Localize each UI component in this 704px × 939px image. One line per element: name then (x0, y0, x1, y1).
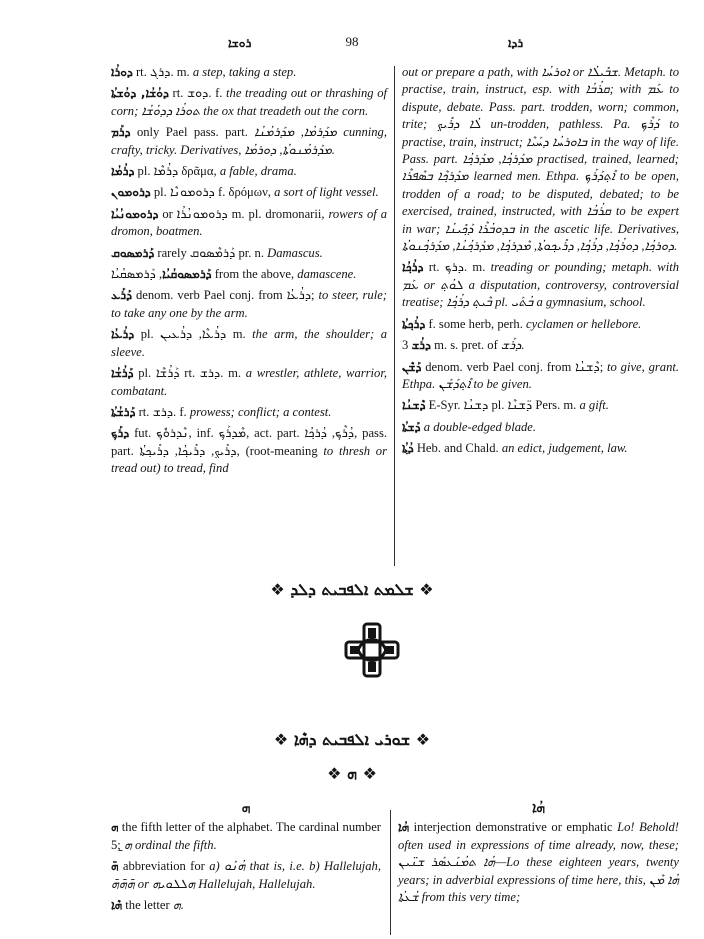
dictionary-entry (111, 404, 387, 421)
dictionary-entry (111, 64, 387, 81)
entry-gloss: to steer, rule; to take any one by the arm. (111, 288, 387, 320)
entry-gloss: cyclamen or hellebore. (526, 316, 642, 331)
entry-grammar: the letter (122, 898, 173, 913)
entry-headword: ܗ̄ (111, 859, 119, 874)
entry-grammar: pl. ܕܪܳܥܶܐ, ܕܪܳܥܝܢ m. (134, 327, 253, 342)
dictionary-entry (402, 316, 679, 333)
entry-headword: ܕܪܳܡܳܐ (111, 164, 135, 179)
dictionary-entry (111, 266, 387, 283)
entry-headword: ܗܶܐ (111, 898, 123, 913)
entry-grammar: abbreviation for (118, 859, 210, 874)
entry-gloss: ܗ̱ ordinal the fifth. (123, 837, 217, 852)
left-column (111, 64, 387, 482)
dictionary-entry (111, 287, 387, 322)
entry-gloss: an edict, judgement, law. (501, 441, 628, 456)
entry-grammar: denom. verb Pael conj. from ܕܶܫܢܳܐ; (421, 359, 608, 374)
bottom-column-rule (390, 810, 391, 935)
entry-grammar: fut. ܢܶܕܪܘܽܟ݂, inf. ܡܶܕܪܰܟ݂, act. part. ܕܳܪܶܟ݂, ܕܳܪܟ݂ܳܐ, pass. part. ܕܪܺܝܟ݂, ܕܪܺܝܟ݂ܳܐ, ܕܪܺܝܟ݂ܬܳܐ, (root-meaning (111, 426, 388, 458)
entry-headword: ܕܰܪܡܣܘܩܳܝܳܐ (162, 267, 212, 282)
entry-gloss: damascene. (297, 267, 357, 282)
entry-gloss: ܗ. (172, 898, 184, 913)
entry-headword: ܕܰܪܡܣܘܩ (111, 245, 155, 260)
dictionary-entry (111, 858, 381, 893)
dictionary-entry (402, 337, 679, 354)
entry-grammar: rt. ܕܘܫ. f. (168, 86, 227, 101)
dictionary-entry (111, 897, 381, 914)
entry-gloss: a step, taking a step. (192, 65, 297, 79)
page-number: 98 (345, 34, 359, 49)
entry-gloss: a) ܗܳܢܰܘ that is, i.e. b) Hallelujah, ܗ̄ܗ̄ܗ̄ or ܗܠܠܘܝܗ Hallelujah, Hallelujah. (111, 859, 382, 891)
entry-headword: ܕܰܪܰܥ (111, 288, 133, 303)
entry-headword: ܗܳܐ (398, 820, 410, 835)
entry-gloss: Lo! Behold! often used in expressions of time already, now, these; ܗܳܐ ܬܡܳܢܰܥܣܰܪ ܫܢ̈ܝܢ—Lo these eighteen years, twenty years; in adverbial expressions of time here, this, ܗܳܐ ܡܶܢ ܫܳܥܬܳܐ from this very time; (398, 820, 679, 905)
entry-gloss: rowers of a dromon, boatmen. (111, 206, 388, 239)
dictionary-entry (398, 819, 679, 906)
entry-grammar: pl. ܕܪܘܡܘܢܶܐ f. δρόμων, (150, 185, 275, 200)
entry-headword: ܕܳܬ݂ܳܐ (402, 441, 414, 456)
entry-grammar: denom. verb Pael conj. from ܕܪܳܥܳܐ; (132, 288, 319, 303)
entry-headword: ܕܰܪܳܫܳܐ (111, 366, 134, 381)
entry-gloss: the treading out or thrashing of corn; ܬܘܪܳܐ ܕܕܘܳܫܳܐ the ox that treadeth out the corn. (111, 86, 387, 118)
entry-headword: ܕܰܫܬܳܐ (402, 419, 421, 434)
dictionary-entry (111, 85, 387, 120)
entry-grammar: , ܕܰܪܡܣܩܳܝܳܐ from the above, (111, 267, 298, 282)
dictionary-entry (111, 365, 387, 400)
entry-gloss: a gift. (579, 398, 609, 413)
entry-grammar: pl. ܕܪܳܡܶܐ δρᾶμα, (134, 164, 220, 179)
dictionary-entry (111, 184, 387, 201)
section-title: ❖ ܫܘܪܝ ܐܠܦܒܝܬ ܕܗܶܐ ❖ (273, 730, 431, 749)
dictionary-entry (402, 397, 679, 414)
knot-ornament-icon (344, 622, 400, 678)
dictionary-entry (402, 419, 679, 436)
entry-grammar: rt. ܕܪܓ. m. (132, 65, 193, 79)
letter-heading: ❖ ܗ ❖ (327, 764, 377, 783)
entry-headword: ܕܪܳܟ݂ܳܐ (402, 260, 424, 275)
entry-grammar: the fifth letter of the alphabet. The cardinal number 5; (111, 820, 381, 852)
dictionary-entry (111, 163, 387, 180)
entry-grammar: pl. ܕܰܪܳܫܶܐ rt. ܕܪܫ. m. (133, 366, 246, 381)
entry-headword: ܕܪܳܟ݂ܬܳܐ (402, 316, 426, 331)
entry-grammar: only Pael pass. part. (130, 125, 255, 140)
entry-headword: ܕܪܰܡ (111, 125, 131, 140)
entry-gloss: a double-edged blade. (423, 419, 537, 434)
bottom-right-column (398, 800, 679, 910)
page-header (0, 34, 704, 54)
entry-gloss: ܡܕܰܪܡܳܐ, ܡܕܰܪܡܳܢܳܐ cunning, crafty, tricky. Derivatives, ܡܕܰܪܡܳܢܘܬܳܐ, ܕܘܪܡܳܐ. (111, 125, 387, 157)
entry-grammar: rt. ܕܪܟ݂. m. (423, 260, 491, 275)
entry-headword: ܕܰܫܶܢ (402, 359, 422, 374)
entry-grammar: Heb. and Chald. (413, 441, 502, 456)
entry-grammar: rarely ܕܰܪܡܶܣܘܩ pr. n. (154, 245, 268, 260)
entry-headword: ܕܰܪܫܳܬܳܐ (111, 404, 136, 419)
column-rule (394, 66, 395, 566)
header-right-title: ܪܕܐ (508, 36, 524, 50)
entry-headword: ܕܘܪܳܐ (111, 65, 133, 79)
entry-gloss: to give, grant. Ethpa. ܐܶܬ݂ܕܰܫܰܢ to be given. (402, 359, 680, 391)
entry-headword: ܕܪܳܥܳܐ (111, 327, 135, 342)
entry-headword: ܗ (111, 820, 119, 835)
entry-grammar: f. some herb, perh. (425, 316, 527, 331)
entry-gloss: a fable, drama. (219, 164, 297, 179)
entry-grammar: rt. ܕܪܫ. f. (135, 404, 190, 419)
entry-headword: ܕܪܘܡܘܢ (111, 185, 151, 200)
entry-gloss: treading or pounding; metaph. with ܥܰܡ or ܠܘܳܬ݂ a disputation, controversy, controversial treatise; ܒܶܝܬ݂ ܕܪܳܟ݂ܳܐ pl. ܒܳܬܰܝ a gymnasium, school. (402, 260, 680, 310)
dictionary-entry (111, 425, 387, 477)
divider-heading: ❖ ܫܠܡܬ ܐܠܦܒܝܬ ܕܠܕ ❖ (270, 580, 434, 599)
entry-headword: ܕܶܫܢܳܐ (402, 398, 426, 413)
entry-headword: ܕܪܳܫ (411, 338, 431, 353)
entry-gloss: Damascus. (267, 245, 323, 260)
entry-gloss: a wrestler, athlete, warrior, combatant. (111, 366, 388, 398)
dictionary-entry (111, 326, 387, 361)
dictionary-entry (402, 64, 679, 255)
entry-grammar: 3 m. s. pret. of (402, 338, 501, 353)
right-column (402, 64, 679, 462)
dictionary-entry (111, 819, 381, 854)
entry-headword: ܕܪܰܟ݂ (111, 426, 130, 441)
entry-grammar: E-Syr. ܕܫܢܳܐ pl. ܕ̈ܫܢܶܐ Pers. m. (425, 398, 580, 413)
entry-gloss: ܕܪܰܫ. (500, 338, 525, 353)
dictionary-entry (402, 440, 679, 457)
bottom-left-column (111, 800, 381, 918)
entry-headword: ܕܘܳܫܳܐ, ܕܘܳܫܬܳܐ (111, 86, 169, 101)
bottom-right-subhead: ܗܳܐ (532, 800, 545, 816)
dictionary-entry (402, 259, 679, 311)
entry-gloss: out or prepare a path, with ܐܘܪܚܳܐ or ܫܒܺܝܠܳܐ. Metaph. to practise, train, instruct, esp. with ܩܪܳܒܳܐ; with ܥܰܡ to dispute, debate. Pass. part. trodden, worn; common, trite; ܠܳܐ ܕܪܺܝܟ݂ un-trodden, pathless. Pa. ܕܰܪܶܟ݂ to practise, train, instruct; ܒܐܘܪܚܳܐ ܕܚܰܝܶܐ in the way of life. Pass. part. ܡܕܰܪܟ݂ܳܐ, ܡܕܰܪܟ݂ܳܐ practised, trained, learned; ܡܕܰܪܟ݂ܶܐ ܒܣܶܦܪܶܐ learned men. Ethpa. ܐܶܬ݂ܕܰܪܰܟ݂ to be open, trodden of a road; to be disputed, debated; to be exercised, trained, instructed, with ܩܪܳܒܳܐ to be expert in war; ܒܕܘܒܳܪܶܐ ܕܰܟ݂ܺܝܢܳܐ in the ascetic life. Derivatives, ܕܘܪܟ݂ܳܐ, ܕܘܪܳܟ݂ܳܐ, ܕܪܳܟ݂ܳܐ, ܕܪܺܝܟ݂ܘܬܳܐ, ܡܶܕܪܟ݂ܳܐ, ܡܕܰܪܟ݂ܳܢܳܐ, ܡܕܰܪܟ݂ܳܢܘܬܳܐ. (402, 65, 680, 254)
dictionary-entry (111, 124, 387, 159)
entry-gloss: a sort of light vessel. (274, 185, 379, 200)
dictionary-entry (111, 245, 387, 262)
entry-headword: ܕܪܘܡܘܢܳܝܳܐ (111, 206, 159, 221)
entry-grammar: interjection demonstrative or emphatic (409, 820, 618, 835)
dictionary-entry (402, 359, 679, 394)
dictionary-entry (111, 206, 387, 241)
entry-gloss: to thresh or tread out) to tread, find (111, 443, 388, 476)
entry-gloss: the arm, the shoulder; a sleeve. (111, 327, 388, 359)
entry-grammar: or ܕܪܘܡܘܢܳܪܳܐ m. pl. dromonarii, (158, 206, 329, 221)
entry-gloss: prowess; conflict; a contest. (189, 404, 332, 419)
header-left-title: ܪܘܫܐ (228, 36, 252, 50)
bottom-left-subhead: ܗ (241, 800, 251, 816)
